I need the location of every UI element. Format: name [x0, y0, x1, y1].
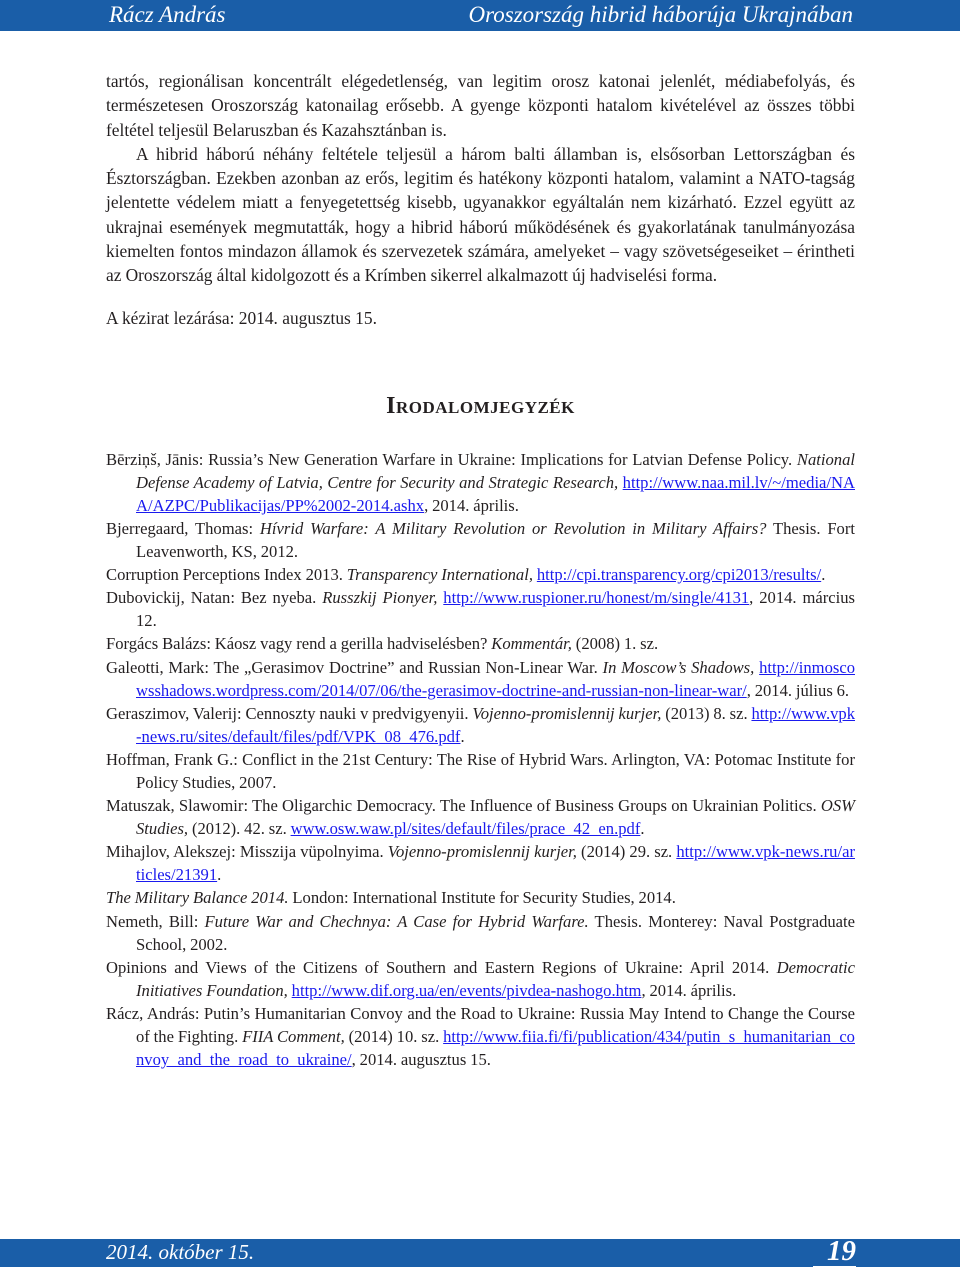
reference-item — [106, 517, 855, 563]
reference-item — [106, 586, 855, 632]
reference-item — [106, 702, 855, 748]
reference-link[interactable]: http://www.naa.mil.lv/~/media/NAA/AZPC/Publikacijas/PP%2002-2014.ashx — [136, 472, 856, 515]
reference-text: (2014) 29. sz. — [576, 842, 677, 862]
reference-text: , 2014. július 6. — [746, 680, 850, 700]
reference-item — [106, 748, 855, 794]
page-number: 19 — [813, 1236, 856, 1268]
reference-text: Forgács Balázs: Káosz vagy rend a gerilla hadviselésben? — [106, 634, 492, 654]
running-header — [0, 0, 960, 31]
reference-item — [106, 656, 855, 702]
reference-text: . — [217, 865, 222, 885]
reference-item — [106, 910, 855, 956]
reference-italic: National Defense Academy of Latvia, Centre for Security and Strategic Research, — [136, 449, 855, 492]
reference-link[interactable]: www.osw.waw.pl/sites/default/files/prace_42_en.pdf — [290, 819, 641, 839]
reference-italic: Vojenno-promislennij kurjer, — [387, 842, 577, 862]
reference-text: , 2014. április. — [424, 495, 519, 515]
reference-item — [106, 448, 855, 517]
reference-italic: Russzkij Pionyer, — [322, 588, 438, 608]
body-paragraph: A hibrid háború néhány feltétele teljesül a három balti államban is, elsősorban Lettországban és Észtországban. Ezekben azonban az erős, legitim és hatékony központi hatalom, valamint a NATO-tagság jelentette védelem miatt a fenyegetettség kisebb, ugyanakkor egyáltalán nem kizárható. Ezzel együtt az ukrajnai események megmutatták, hogy a hibrid háború működésének és gyakorlatának tanulmányozása kiemelten fontos mindazon államok és szervezetek számára, amelyeket – vagy szövetségeseiket – érintheti az Oroszország által kidolgozott és a Krímben sikerrel alkalmazott új hadviselési forma. — [106, 143, 855, 286]
reference-text: Opinions and Views of the Citizens of Southern and Eastern Regions of Ukraine: April 2014. — [106, 957, 777, 977]
reference-link[interactable]: http://inmoscowsshadows.wordpress.com/2014/07/06/the-gerasimov-doctrine-and-russian-non-linear-war/ — [136, 657, 855, 700]
reference-link[interactable]: http://www.dif.org.ua/en/events/pivdea-nashogo.htm — [291, 980, 642, 1000]
reference-text: . — [821, 565, 826, 585]
reference-text: Thesis. Monterey: Naval Postgraduate School, 2002. — [136, 911, 855, 954]
reference-item — [106, 886, 855, 909]
bibliography-heading: Irodalomjegyzék — [386, 392, 575, 419]
reference-italic: OSW Studies, — [136, 796, 855, 839]
reference-text: Bjerregaard, Thomas: — [106, 518, 260, 538]
page-footer — [0, 1235, 960, 1267]
footer-date: 2014. október 15. — [106, 1240, 255, 1264]
reference-item — [106, 794, 855, 840]
reference-italic: Democratic Initiatives Foundation, — [136, 957, 855, 1000]
reference-text: London: International Institute for Security Studies, 2014. — [288, 888, 676, 908]
reference-link[interactable]: http://www.vpk-news.ru/articles/21391 — [136, 842, 855, 885]
reference-item — [106, 1002, 855, 1071]
manuscript-closing-date: A kézirat lezárása: 2014. augusztus 15. — [106, 307, 377, 328]
reference-italic: The Military Balance 2014. — [106, 888, 289, 908]
reference-text: Corruption Perceptions Index 2013. — [106, 565, 347, 585]
reference-text: Thesis. Fort Leavenworth, KS, 2012. — [136, 518, 855, 562]
reference-text: Rácz, András: Putin’s Humanitarian Convoy and the Road to Ukraine: Russia May Intend to Change the Course of the Fighting. — [106, 1003, 855, 1047]
reference-link[interactable]: http://www.ruspioner.ru/honest/m/single/4131 — [443, 588, 750, 608]
reference-text: Matuszak, Slawomir: The Oligarchic Democracy. The Influence of Business Groups on Ukrainian Politics. — [106, 796, 821, 816]
reference-link[interactable]: http://www.fiia.fi/fi/publication/434/putin_s_humanitarian_convoy_and_the_road_to_ukraine/ — [136, 1027, 855, 1070]
reference-text: . — [640, 819, 645, 839]
reference-text: Bērziņš, Jānis: Russia’s New Generation Warfare in Ukraine: Implications for Latvian Defense Policy. — [106, 449, 797, 469]
page-content — [106, 69, 855, 1071]
reference-italic: Hívrid Warfare: A Military Revolution or Revolution in Military Affairs? — [259, 518, 767, 538]
reference-italic: Kommentár, — [491, 634, 572, 654]
header-author: Rácz András — [109, 2, 226, 27]
reference-item — [106, 632, 855, 655]
reference-italic: In Moscow’s Shadows, — [602, 657, 755, 677]
reference-text: (2014) 10. sz. — [344, 1027, 444, 1047]
header-title: Oroszország hibrid háborúja Ukrajnában — [468, 2, 853, 27]
reference-text: Mihajlov, Alekszej: Misszija vüpolnyima. — [106, 842, 388, 862]
reference-text: (2008) 1. sz. — [571, 634, 659, 654]
reference-text: . — [460, 726, 465, 746]
body-paragraph: tartós, regionálisan koncentrált elégedetlenség, van legitim orosz katonai jelenlét, médiabefolyás, és természetesen Oroszország katonailag erősebb. A gyenge központi hatalom kivételével az összes többi feltétel teljesül Belaruszban és Kazahsztánban is. — [106, 71, 855, 140]
reference-item — [106, 840, 855, 886]
reference-text: Dubovickij, Natan: Bez nyeba. — [106, 588, 323, 608]
reference-italic: Transparency International, — [346, 565, 533, 585]
reference-text: (2013) 8. sz. — [661, 703, 752, 723]
reference-text: , 2014. március 12. — [136, 588, 855, 631]
reference-item — [106, 563, 855, 586]
reference-text: Hoffman, Frank G.: Conflict in the 21st Century: The Rise of Hybrid Wars. Arlington, VA: Potomac Institute for Policy Studies, 2007. — [106, 749, 855, 792]
reference-item — [106, 956, 855, 1002]
reference-text: Geraszimov, Valerij: Cennoszty nauki v predvigyenyii. — [106, 703, 473, 723]
reference-text: (2012). 42. sz. — [188, 819, 291, 839]
reference-italic: FIIA Comment, — [242, 1027, 345, 1047]
reference-text: , 2014. augusztus 15. — [351, 1050, 491, 1070]
reference-text: Nemeth, Bill: — [106, 911, 205, 931]
reference-italic: Vojenno-promislennij kurjer, — [472, 703, 662, 723]
reference-link[interactable]: http://cpi.transparency.org/cpi2013/results/ — [536, 565, 822, 585]
reference-italic: Future War and Chechnya: A Case for Hybrid Warfare. — [204, 911, 589, 931]
reference-text: Galeotti, Mark: The „Gerasimov Doctrine” and Russian Non-Linear War. — [106, 657, 603, 677]
reference-link[interactable]: http://www.vpk-news.ru/sites/default/files/pdf/VPK_08_476.pdf — [136, 703, 856, 746]
reference-text: , 2014. április. — [641, 980, 737, 1000]
bibliography-list — [106, 448, 855, 1072]
